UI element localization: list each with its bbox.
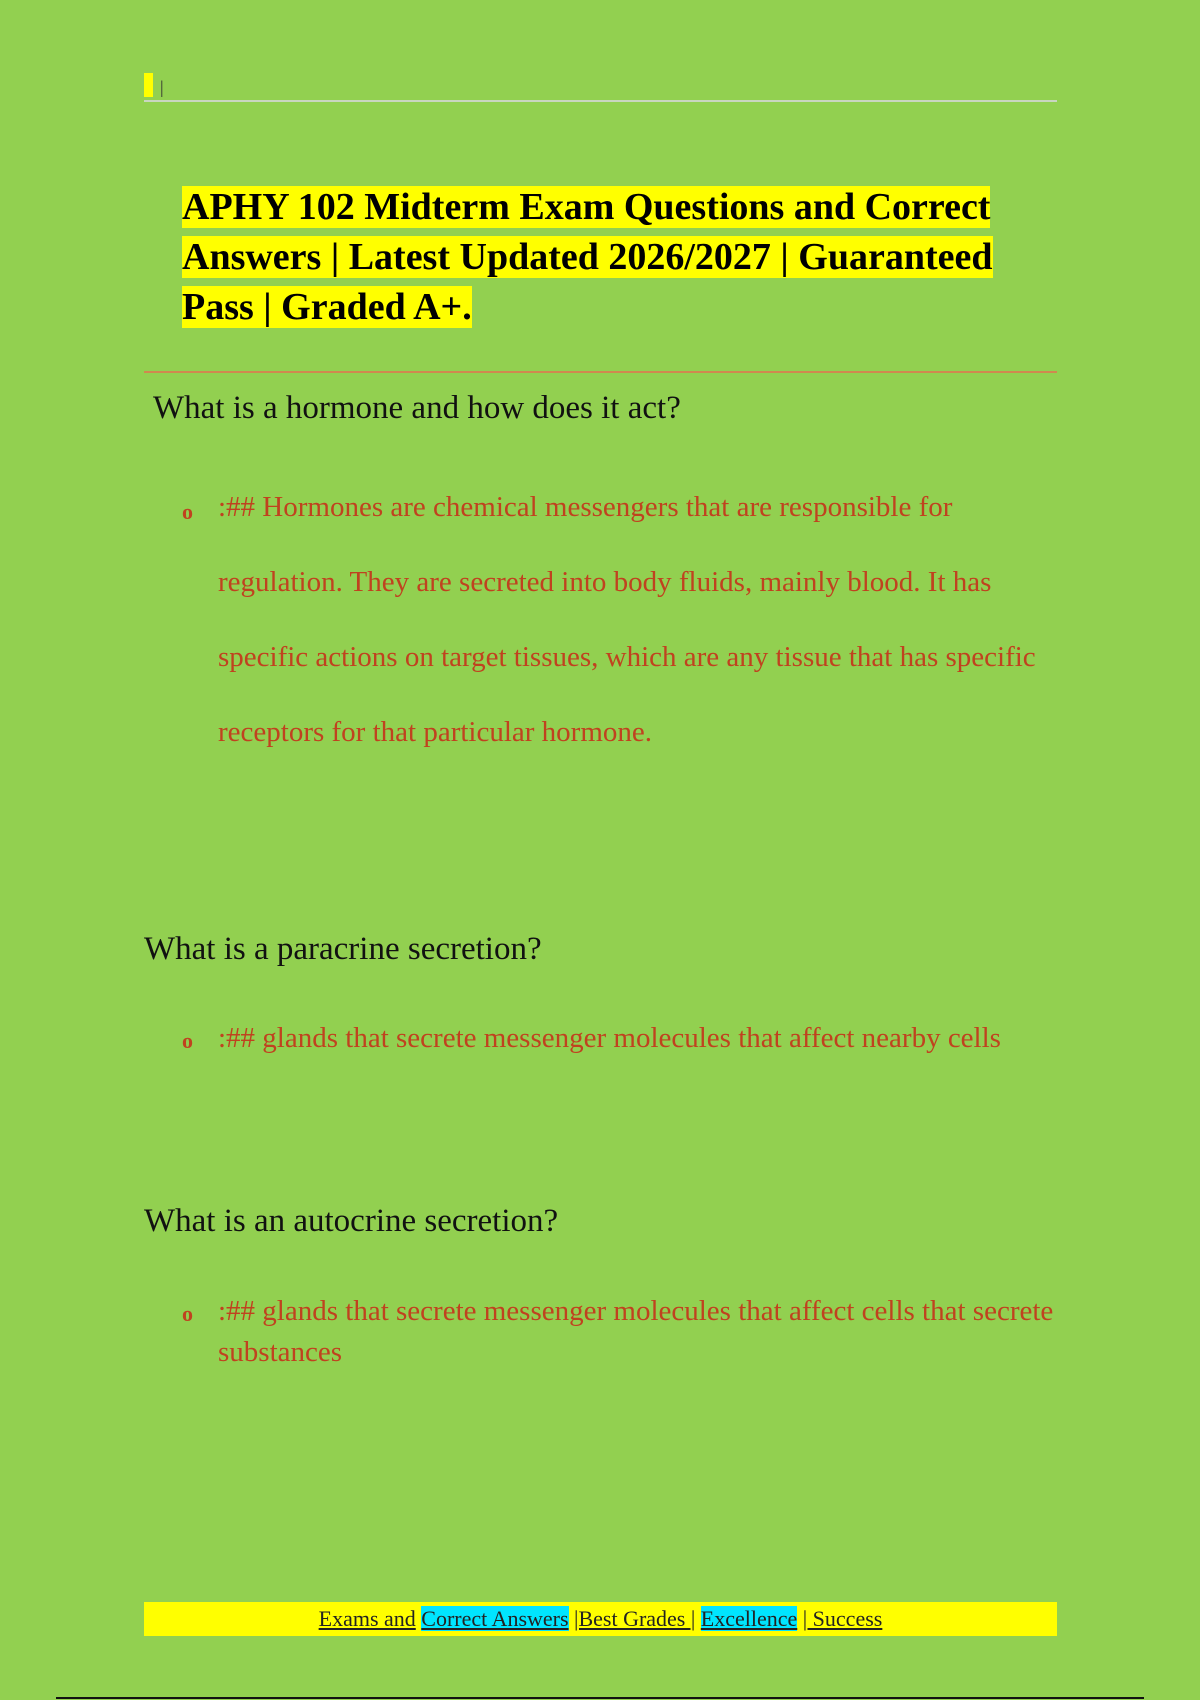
header-mark: [144, 73, 153, 97]
answer-2-text: :## glands that secrete messenger molecules that affect nearby cells: [218, 1022, 1001, 1054]
question-1: What is a hormone and how does it act?: [153, 390, 681, 426]
document-title: [182, 182, 1062, 332]
question-2: What is a paracrine secretion?: [144, 931, 542, 967]
footer-link-best-grades[interactable]: |Best Grades |: [574, 1606, 696, 1631]
footer-link-excellence[interactable]: Excellence: [700, 1606, 798, 1631]
footer-link-correct-answers[interactable]: Correct Answers: [421, 1606, 569, 1631]
answer-2: [182, 1018, 1062, 1059]
question-3: What is an autocrine secretion?: [144, 1203, 559, 1239]
document-title-text: APHY 102 Midterm Exam Questions and Correct Answers | Latest Updated 2026/2027 | Guaranteed Pass | Graded A+.: [182, 186, 993, 328]
answer-1-text: :## Hormones are chemical messengers that are responsible for regulation. They are secreted into body fluids, mainly blood. It has specific actions on target tissues, which are any tissue that has specific receptors for that particular hormone.: [218, 491, 1036, 748]
bullet-icon: o: [182, 499, 193, 524]
answer-1: [182, 470, 1062, 770]
footer-bar: [144, 1602, 1057, 1636]
footer-link-success[interactable]: | Success: [802, 1606, 883, 1631]
answer-3: [182, 1291, 1062, 1373]
footer-link-exams[interactable]: Exams and: [318, 1606, 416, 1631]
bullet-icon: o: [182, 1301, 193, 1326]
header-text: |: [160, 77, 164, 97]
bottom-rule: [56, 1697, 1144, 1699]
header-rule: [144, 100, 1057, 102]
answer-3-text: :## glands that secrete messenger molecules that affect cells that secrete substances: [218, 1295, 1054, 1368]
title-rule: [144, 371, 1057, 373]
bullet-icon: o: [182, 1028, 193, 1053]
